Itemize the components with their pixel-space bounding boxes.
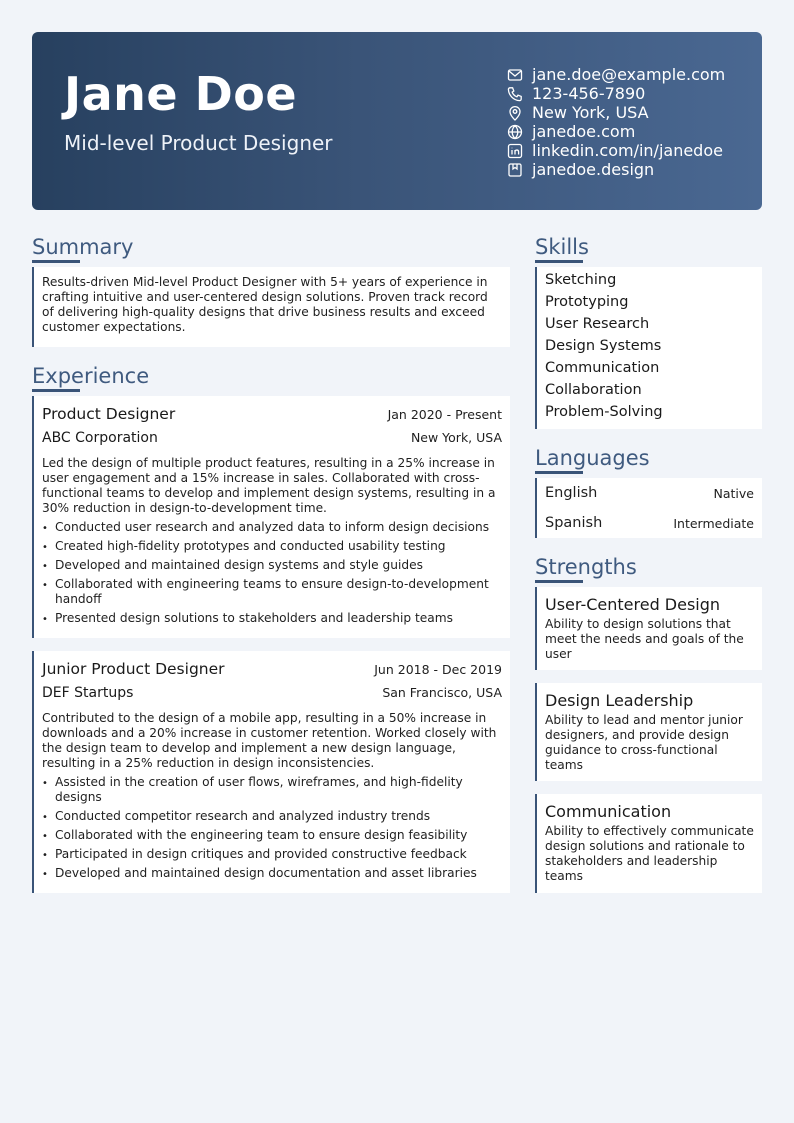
contact-phone-text: 123-456-7890 (532, 84, 646, 103)
language-name: Spanish (545, 515, 603, 531)
job-bullet: • Participated in design critiques and provided constructive feedback (42, 847, 502, 862)
skill-item: Problem-Solving (545, 404, 663, 420)
strength-card-2 (535, 683, 762, 781)
job-company: ABC Corporation (42, 430, 158, 446)
location-icon (507, 105, 523, 121)
skills-heading-underline (535, 260, 583, 263)
strengths-heading-underline (535, 580, 583, 583)
job-bullet: • Developed and maintained design systems and style guides (42, 558, 502, 573)
skills-heading: Skills (535, 235, 589, 259)
portfolio-icon (507, 162, 523, 178)
skill-item: Collaboration (545, 382, 642, 398)
skill-item: Sketching (545, 272, 617, 288)
job-bullet-list (42, 520, 502, 626)
contact-portfolio-text: janedoe.design (532, 160, 655, 179)
job-bullet: • Conducted user research and analyzed data to inform design decisions (42, 520, 502, 535)
contact-website[interactable] (507, 122, 725, 141)
contact-website-text: janedoe.com (532, 122, 636, 141)
language-name: English (545, 485, 598, 501)
candidate-name: Jane Doe (64, 67, 298, 121)
language-row (545, 508, 754, 538)
strength-title: Communication (545, 802, 672, 821)
job-dates: Jun 2018 - Dec 2019 (374, 662, 502, 677)
experience-heading-underline (32, 389, 80, 392)
strengths-heading: Strengths (535, 555, 637, 579)
strength-card-1 (535, 587, 762, 670)
contact-location-text: New York, USA (532, 103, 649, 122)
job-role: Product Designer (42, 405, 176, 423)
linkedin-icon (507, 143, 523, 159)
job-bullet: • Collaborated with engineering teams to ensure design-to-development handoff (42, 577, 502, 607)
contact-linkedin[interactable] (507, 141, 725, 160)
contact-linkedin-text: linkedin.com/in/janedoe (532, 141, 723, 160)
job-bullet: • Developed and maintained design documentation and asset libraries (42, 866, 502, 881)
skill-item: User Research (545, 316, 650, 332)
job-bullet: • Collaborated with the engineering team to ensure design feasibility (42, 828, 502, 843)
languages-heading-underline (535, 471, 583, 474)
skill-item: Prototyping (545, 294, 629, 310)
skill-item: Communication (545, 360, 660, 376)
job-location: New York, USA (410, 430, 502, 445)
contact-location (507, 103, 725, 122)
job-description: Contributed to the design of a mobile app, resulting in a 50% increase in downloads and a 20% increase in customer retention. Worked closely with the design team to develop and implement a new design language, resulting in a 25% reduction in design inconsistencies. (42, 711, 497, 770)
phone-icon (507, 86, 523, 102)
experience-heading: Experience (32, 364, 150, 388)
job-card-1 (32, 396, 510, 638)
summary-heading-underline (32, 260, 80, 263)
job-bullet: • Created high-fidelity prototypes and conducted usability testing (42, 539, 502, 554)
summary-heading: Summary (32, 235, 134, 259)
job-location: San Francisco, USA (382, 685, 502, 700)
strength-card-3 (535, 794, 762, 893)
contact-list (507, 65, 725, 179)
job-bullet: • Presented design solutions to stakeholders and leadership teams (42, 611, 502, 626)
resume-header (32, 32, 762, 210)
summary-text: Results-driven Mid-level Product Designer with 5+ years of experience in crafting intuitive and user-centered design solutions. Proven track record of delivering high-quality designs that drive business results and exceed customer expectations. (42, 275, 488, 334)
summary-card (32, 267, 510, 347)
contact-portfolio[interactable] (507, 160, 725, 179)
job-dates: Jan 2020 - Present (387, 407, 502, 422)
contact-email-text: jane.doe@example.com (532, 65, 726, 84)
job-bullet-list (42, 775, 502, 881)
job-card-2 (32, 651, 510, 893)
globe-icon (507, 124, 523, 140)
job-role: Junior Product Designer (42, 660, 225, 678)
mail-icon (507, 67, 523, 83)
strength-title: User-Centered Design (545, 595, 721, 614)
strength-description: Ability to effectively communicate design solutions and rationale to stakeholders and leadership teams (545, 824, 754, 883)
job-bullet: • Assisted in the creation of user flows, wireframes, and high-fidelity designs (42, 775, 502, 805)
languages-heading: Languages (535, 446, 650, 470)
job-company: DEF Startups (42, 685, 134, 701)
job-bullet: • Conducted competitor research and analyzed industry trends (42, 809, 502, 824)
skill-item: Design Systems (545, 338, 662, 354)
job-description: Led the design of multiple product features, resulting in a 25% increase in user engagement and a 15% increase in sales. Collaborated with cross-functional teams to develop and implement design systems, resulting in a 30% reduction in design-to-development time. (42, 456, 496, 515)
strength-description: Ability to design solutions that meet the needs and goals of the user (545, 617, 744, 661)
candidate-title: Mid-level Product Designer (64, 131, 333, 155)
strength-title: Design Leadership (545, 691, 694, 710)
skills-card (535, 267, 762, 429)
language-level: Native (713, 485, 754, 501)
language-row (545, 478, 754, 508)
language-level: Intermediate (673, 515, 754, 531)
strength-description: Ability to lead and mentor junior designers, and provide design guidance to cross-functional teams (545, 713, 743, 772)
contact-email[interactable] (507, 65, 725, 84)
languages-card (535, 478, 762, 538)
contact-phone[interactable] (507, 84, 725, 103)
